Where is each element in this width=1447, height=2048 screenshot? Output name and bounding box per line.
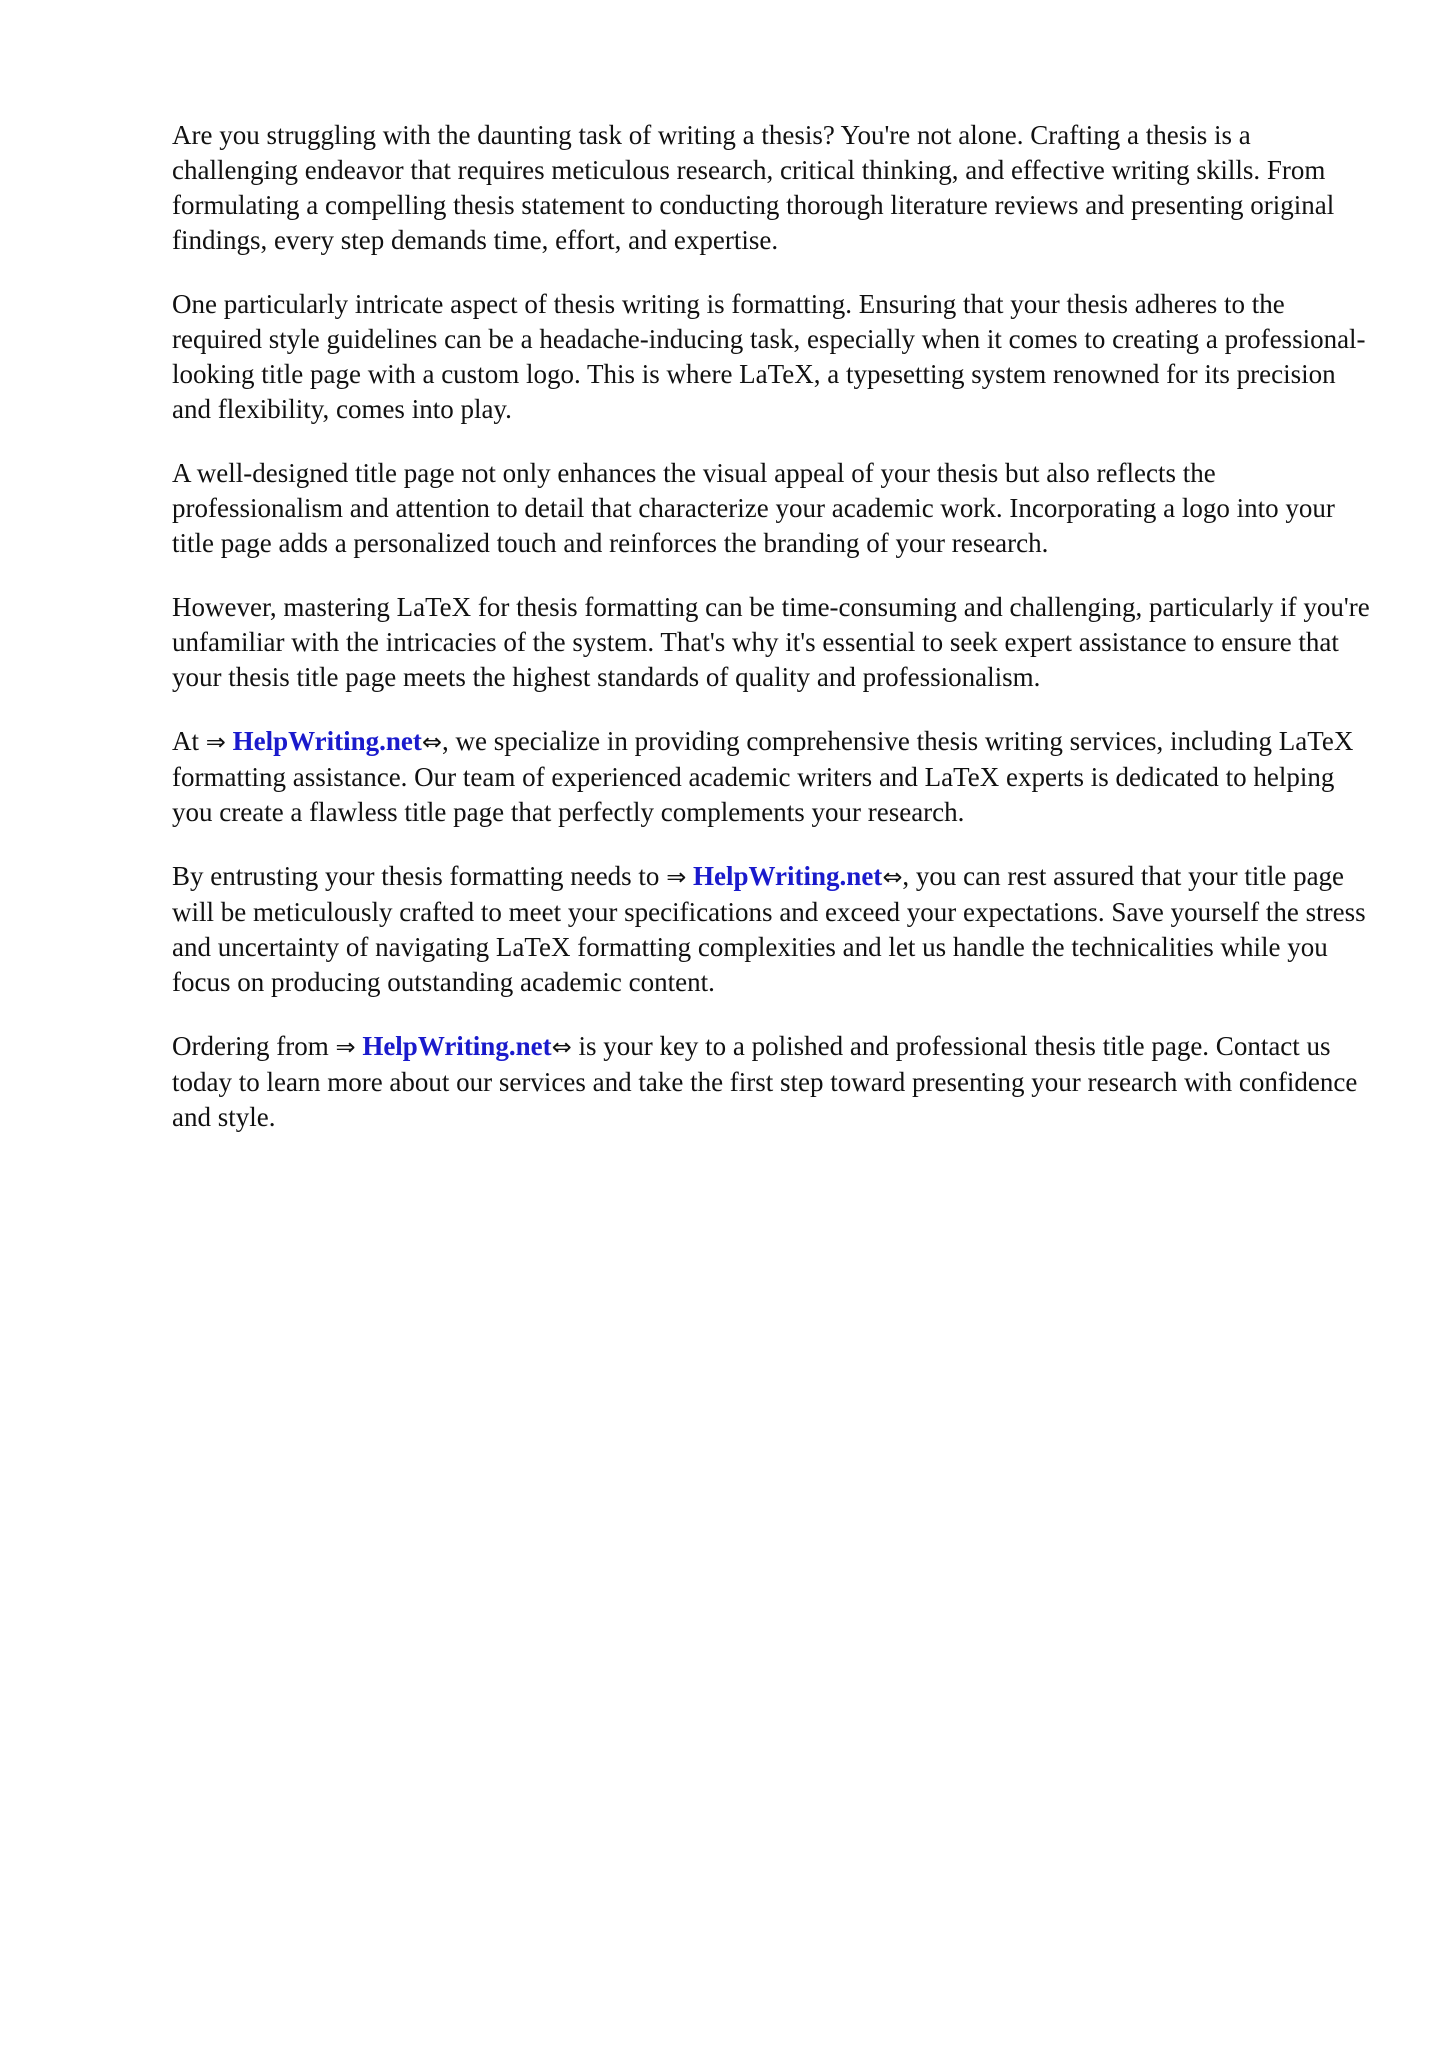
paragraph-text: , we specialize in providing comprehensive thesis writing services, including LaTeX formatting assistance. Our team of experienced academic writers and LaTeX experts is dedicated to helping you create a flawless title page that perfectly complements your research. [172,726,1354,827]
helpwriting-link[interactable]: HelpWriting.net [232,726,422,756]
right-double-arrow-icon: ⇒ [666,863,687,891]
right-double-arrow-icon: ⇒ [335,1033,356,1061]
paragraph-intro: Are you struggling with the daunting task of writing a thesis? You're not alone. Crafting a thesis is a challenging endeavor that requires meticulous research, critical thinking, and effective writing skills. From formulating a compelling thesis statement to conducting thorough literature reviews and presenting original findings, every step demands time, effort, and expertise. [172,120,1335,255]
left-right-double-arrow-icon: ⇔ [421,728,442,756]
paragraph-title-page: A well-designed title page not only enhances the visual appeal of your thesis but also reflects the professionalism and attention to detail that characterize your academic work. Incorporating a logo into your title page adds a personalized touch and reinforces the branding of your research. [172,458,1335,558]
paragraph-text: By entrusting your thesis formatting needs to [172,861,667,891]
left-right-double-arrow-icon: ⇔ [882,863,903,891]
paragraph-formatting: One particularly intricate aspect of thesis writing is formatting. Ensuring that your thesis adheres to the required style guidelines can be a headache-inducing task, especially when it comes to creating a professional-looking title page with a custom logo. This is where LaTeX, a typesetting system renowned for its precision and flexibility, comes into play. [172,289,1366,424]
left-right-double-arrow-icon: ⇔ [551,1033,572,1061]
right-double-arrow-icon: ⇒ [205,728,226,756]
paragraph-services [172,724,1372,830]
paragraph-text: Ordering from [172,1031,336,1061]
helpwriting-link[interactable]: HelpWriting.net [693,861,883,891]
helpwriting-link[interactable]: HelpWriting.net [362,1031,552,1061]
paragraph-latex: However, mastering LaTeX for thesis formatting can be time-consuming and challenging, particularly if you're unfamiliar with the intricacies of the system. That's why it's essential to seek expert assistance to ensure that your thesis title page meets the highest standards of quality and professionalism. [172,592,1370,692]
paragraph-text: , you can rest assured that your title page will be meticulously crafted to meet your specifications and exceed your expectations. Save yourself the stress and uncertainty of navigating LaTeX formatting complexities and let us handle the technicalities while you focus on producing outstanding academic content. [172,861,1366,997]
document-page [172,118,1372,1164]
paragraph-text: At [172,726,206,756]
paragraph-ordering [172,1029,1372,1135]
paragraph-entrusting [172,859,1372,1000]
paragraph-text: is your key to a polished and professional thesis title page. Contact us today to learn more about our services and take the first step toward presenting your research with confidence and style. [172,1031,1358,1132]
